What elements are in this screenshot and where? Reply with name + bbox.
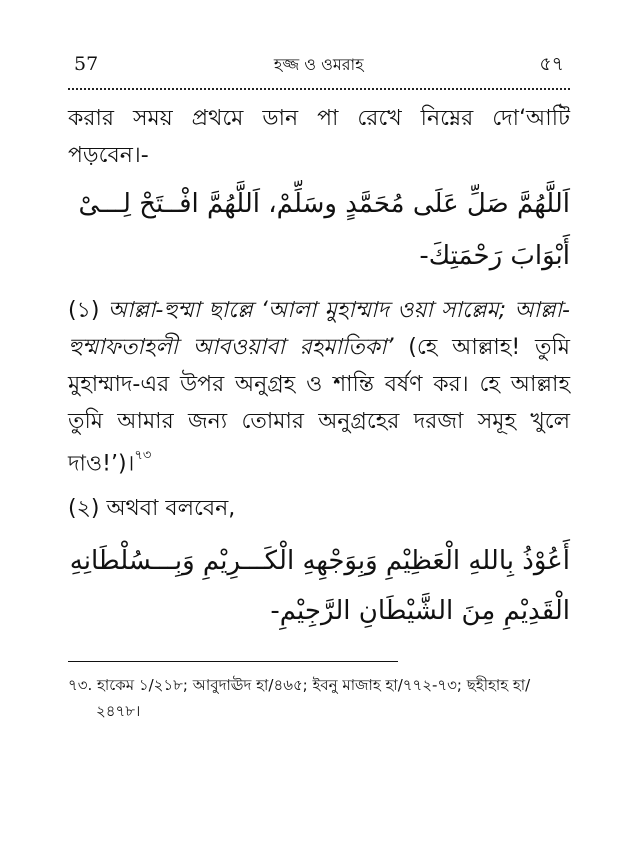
running-title: হজ্জ ও ওমরাহ — [273, 55, 364, 74]
item-1-number: (১) — [68, 298, 100, 323]
intro-paragraph: করার সময় প্রথমে ডান পা রেখে নিম্নের দো‘আটি পড়বেন।- — [68, 106, 570, 168]
running-header — [68, 50, 570, 86]
footnote-separator — [68, 661, 398, 662]
item-2-paragraph: (২) অথবা বলবেন, — [68, 496, 236, 522]
page-number-bengali: ৫৭ — [539, 53, 564, 75]
arabic-dua-line-1: اَللَّهُمَّ صَلِّ عَلَى مُحَمَّدٍ وسَلِّمْ، اَللَّهُمَّ افْــتَحْ لِـــىْ — [78, 189, 570, 219]
footnote-reference[interactable]: ৭৩ — [134, 448, 152, 463]
item-1-paragraph — [68, 292, 570, 482]
header-dotted-rule — [68, 88, 570, 90]
page-number-latin: 57 — [74, 53, 99, 75]
arabic-dua-line-3: أَعُوْذُ بِاللهِ الْعَظِيْمِ وَبِوَجْهِهِ الْكَـــرِيْمِ وَبِـــسُلْطَانِهِ — [69, 546, 570, 577]
item-1-meaning: (হে আল্লাহ! তুমি মুহাম্মাদ-এর উপর অনুগ্রহ ও শান্তি বর্ষণ কর। হে আল্লাহ তুমি আমার জন্য তোমার অনুগ্রহের দরজা সমূহ খুলে দাও!’)। — [68, 335, 570, 477]
footnote-73: ৭৩. হাকেম ১/২১৮; আবুদাঊদ হা/৪৬৫; ইবনু মাজাহ হা/৭৭২-৭৩; ছহীহাহ হা/২৪৭৮। — [68, 676, 531, 721]
arabic-dua-line-4: الْقَدِيْمِ مِنَ الشَّيْطَانِ الرَّجِيْمِ- — [270, 596, 570, 627]
book-page — [68, 50, 570, 724]
item-1-transliteration: আল্লা-হুম্মা ছাল্লে ‘আলা মুহাম্মাদ ওয়া সাল্লেম; আল্লা-হুম্মাফতাহলী আবওয়াবা রহমাতিকা’ — [68, 298, 570, 360]
arabic-dua-line-2: أَبْوَابَ رَحْمَتِكَ- — [419, 241, 570, 271]
